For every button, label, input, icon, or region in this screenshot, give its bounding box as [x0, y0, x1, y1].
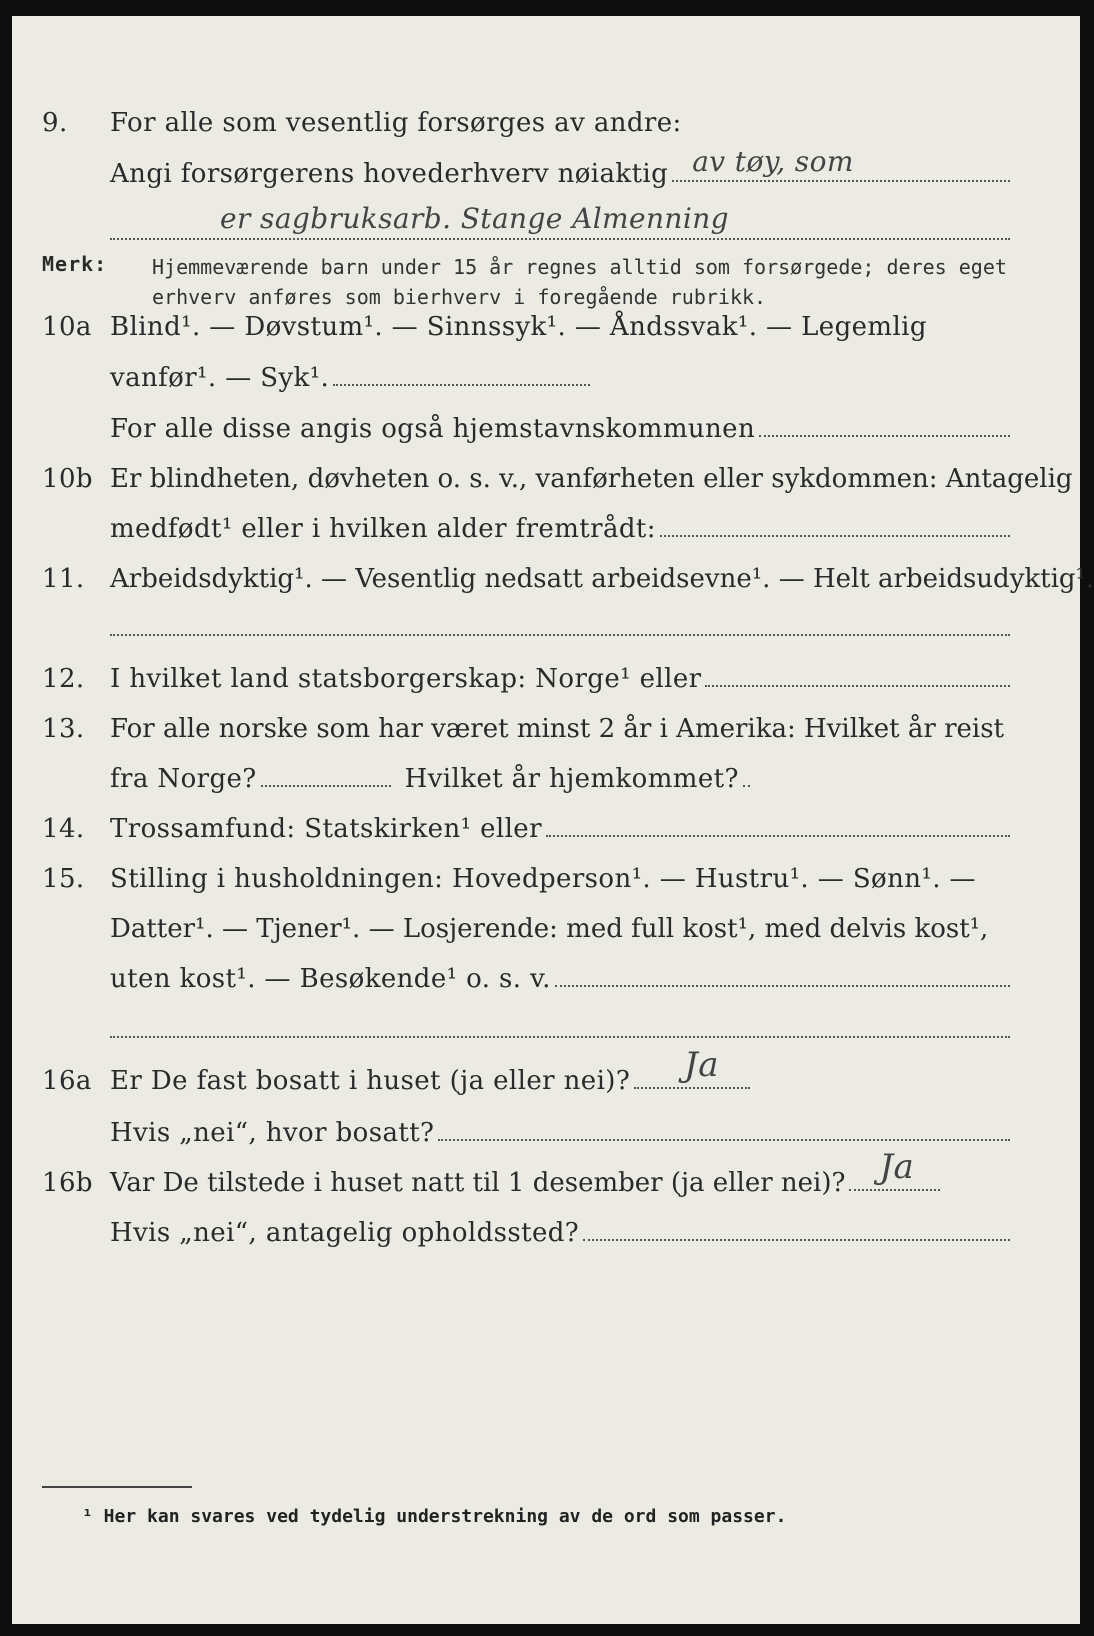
note-text: Hjemmeværende barn under 15 år regnes alltid som forsørgede; deres eget erhverv anføres som bierhverv i foregående rubrikk.	[152, 255, 1007, 309]
answer-field[interactable]	[110, 634, 1010, 636]
answer-field[interactable]	[634, 1045, 750, 1089]
question-number: 10a	[42, 312, 92, 342]
question-text: Var De tilstede i huset natt til 1 desember (ja eller nei)?	[110, 1168, 846, 1198]
handwritten-answer: Ja	[684, 1045, 719, 1085]
question-number: 9.	[42, 108, 68, 138]
question-text: fra Norge?	[110, 764, 257, 794]
question-text: Blind¹. — Døvstum¹. — Sinnssyk¹. — Åndssvak¹. — Legemlig	[110, 312, 927, 342]
question-number: 15.	[42, 864, 85, 894]
handwritten-answer: Ja	[879, 1147, 915, 1187]
question-text: medfødt¹ eller i hvilken alder fremtrådt:	[110, 514, 656, 544]
answer-field[interactable]	[705, 684, 1010, 687]
question-text: I hvilket land statsborgerskap: Norge¹ eller	[110, 664, 702, 694]
answer-field[interactable]	[555, 984, 1010, 987]
note-label: Merk:	[42, 252, 108, 276]
question-text: Datter¹. — Tjener¹. — Losjerende: med full kost¹, med delvis kost¹,	[110, 914, 989, 944]
answer-field[interactable]	[438, 1138, 1010, 1141]
answer-field[interactable]	[672, 145, 1010, 182]
question-text: uten kost¹. — Besøkende¹ o. s. v.	[110, 964, 551, 994]
question-9-line-3	[12, 202, 1080, 242]
question-number: 12.	[42, 664, 85, 694]
question-number: 14.	[42, 814, 85, 844]
handwritten-answer: er sagbruksarb. Stange Almenning	[220, 202, 729, 235]
question-text: For alle disse angis også hjemstavnskommunen	[110, 414, 756, 444]
question-text: Hvis „nei“, antagelig opholdssted?	[110, 1218, 580, 1248]
answer-field[interactable]	[333, 383, 590, 386]
question-text: Trossamfund: Statskirken¹ eller	[110, 814, 542, 844]
question-number: 11.	[42, 564, 85, 594]
footnote-divider	[42, 1486, 192, 1488]
answer-field[interactable]	[759, 434, 1010, 437]
question-text: Angi forsørgerens hovederhverv nøiaktig	[110, 159, 669, 189]
question-number: 16a	[42, 1066, 92, 1096]
answer-field[interactable]	[660, 534, 1010, 537]
question-text: Hvis „nei“, hvor bosatt?	[110, 1118, 435, 1148]
question-text: For alle norske som har været minst 2 år i Amerika: Hvilket år reist	[110, 714, 1004, 744]
answer-field[interactable]	[110, 1036, 1010, 1038]
question-number: 16b	[42, 1168, 93, 1198]
answer-field[interactable]	[583, 1238, 1010, 1241]
footnote: ¹ Her kan svares ved tydelig understrekning av de ord som passer.	[82, 1506, 787, 1527]
answer-field[interactable]	[743, 784, 750, 787]
question-text: Er blindheten, døvheten o. s. v., vanførheten eller sykdommen: Antagelig	[110, 464, 1073, 494]
question-text: Stilling i husholdningen: Hovedperson¹. — Hustru¹. — Sønn¹. —	[110, 864, 976, 894]
question-text: vanfør¹. — Syk¹.	[110, 363, 330, 393]
handwritten-answer: av tøy, som	[692, 145, 854, 178]
question-text: Er De fast bosatt i huset (ja eller nei)?	[110, 1066, 631, 1096]
answer-field[interactable]	[261, 784, 391, 787]
answer-field[interactable]	[546, 834, 1010, 837]
question-text: Hvilket år hjemkommet?	[404, 764, 739, 794]
question-text: For alle som vesentlig forsørges av andre:	[110, 108, 682, 138]
question-number: 13.	[42, 714, 85, 744]
question-text: Arbeidsdyktig¹. — Vesentlig nedsatt arbeidsevne¹. — Helt arbeidsudyktig¹.	[110, 564, 1094, 594]
census-form-page	[12, 16, 1094, 1624]
answer-field[interactable]	[849, 1147, 940, 1191]
question-number: 10b	[42, 464, 93, 494]
